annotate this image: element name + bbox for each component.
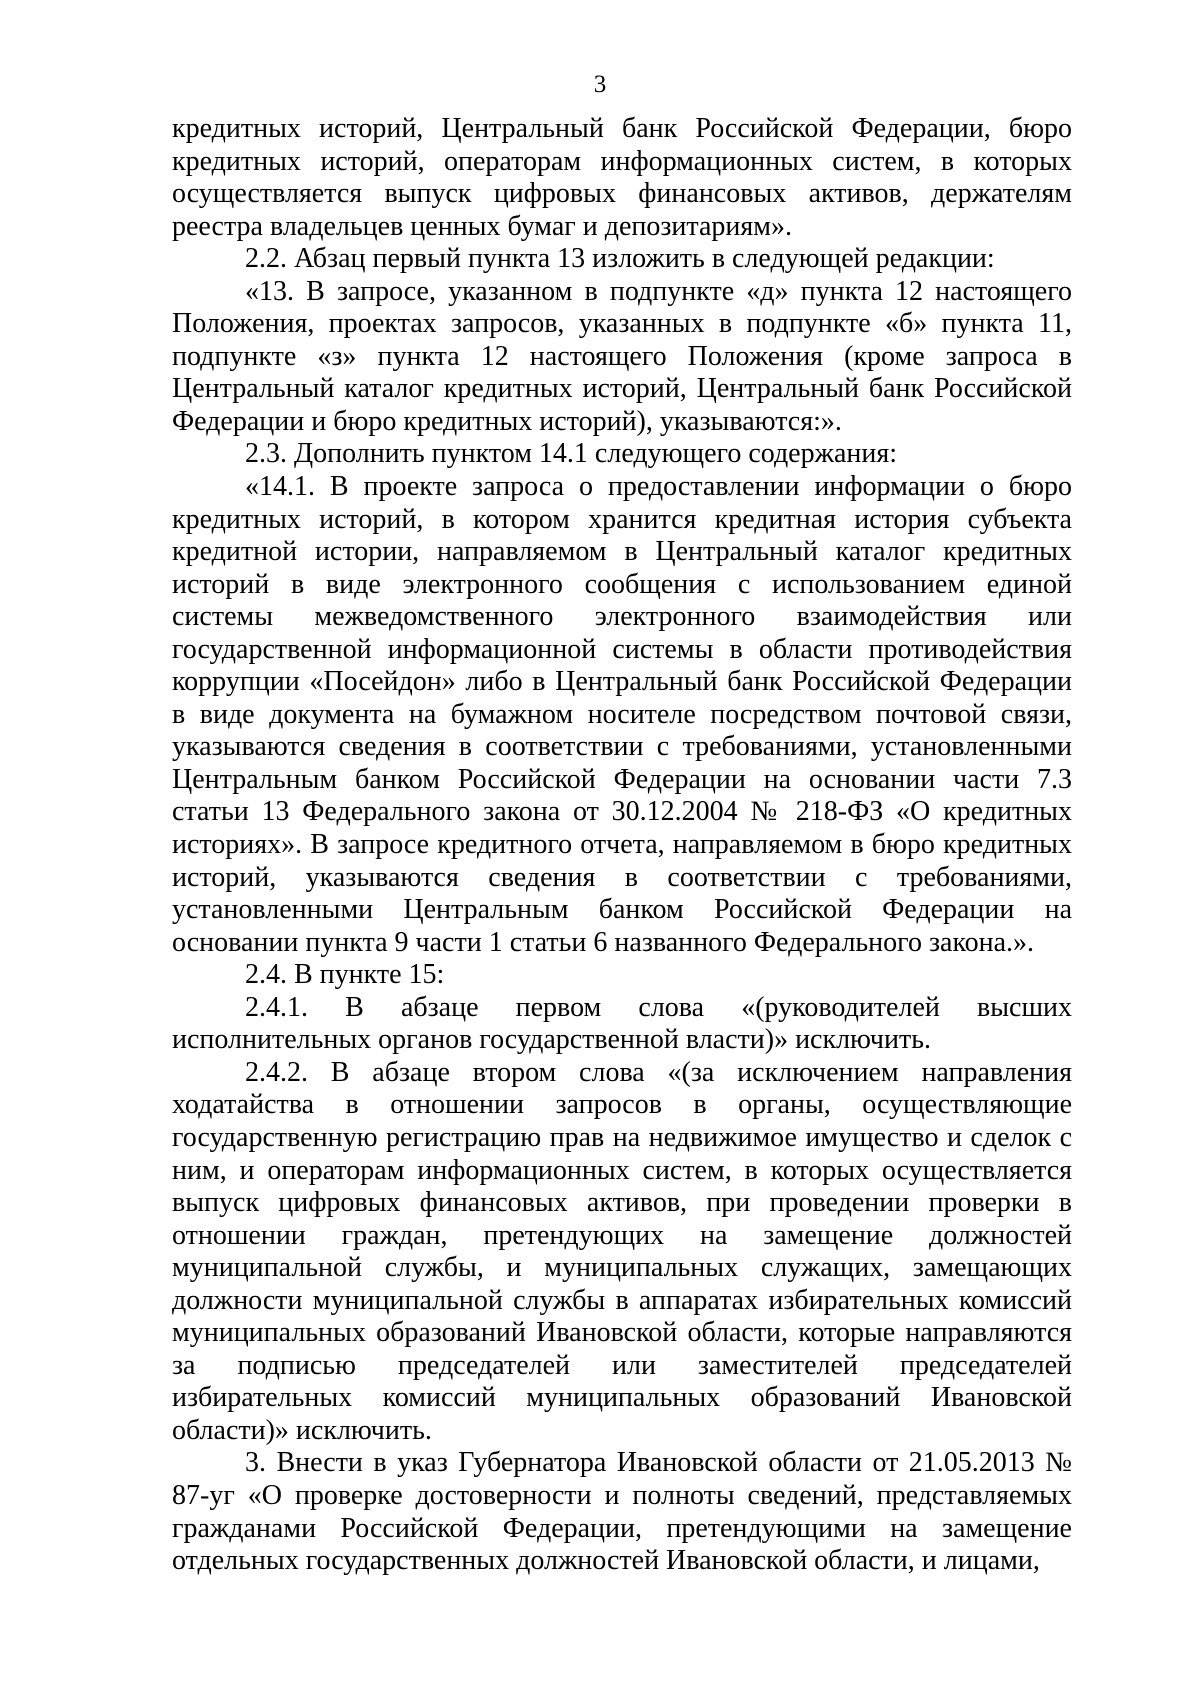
paragraph-2-4-1: 2.4.1. В абзаце первом слова «(руководителей высших исполнительных органов государственной власти)» исключить. (172, 991, 1072, 1056)
document-body (172, 113, 1072, 1578)
paragraph-2-3: 2.3. Дополнить пунктом 14.1 следующего содержания: (245, 438, 898, 470)
page-number: 3 (593, 71, 607, 98)
paragraph-quote-13: «13. В запросе, указанном в подпункте «д» пункта 12 настоящего Положения, проектах запросов, указанных в подпункте «б» пункта 11, подпункте «з» пункта 12 настоящего Положения (кроме запроса в Центральный каталог кредитных историй, Центральный банк Российской Федерации и бюро кредитных историй), указываются:». (172, 275, 1072, 437)
paragraph-2-2: 2.2. Абзац первый пункта 13 изложить в следующей редакции: (245, 243, 995, 275)
paragraph-2-4-2: 2.4.2. В абзаце втором слова «(за исключением направления ходатайства в отношении запросов в органы, осуществляющие государственную регистрацию прав на недвижимое имущество и сделок с ним, и операторам информационных систем, в которых осуществляется выпуск цифровых финансовых активов, при проведении проверки в отношении граждан, претендующих на замещение должностей муниципальной службы, и муниципальных служащих, замещающих должности муниципальной службы в аппаратах избирательных комиссий муниципальных образований Ивановской области, которые направляются за подписью председателей или заместителей председателей избирательных комиссий муниципальных образований Ивановской области)» исключить. (172, 1056, 1072, 1446)
paragraph-2-4: 2.4. В пункте 15: (245, 959, 445, 991)
paragraph-continuation: кредитных историй, Центральный банк Российской Федерации, бюро кредитных историй, операторам информационных систем, в которых осуществляется выпуск цифровых финансовых активов, держателям реестра владельцев ценных бумаг и депозитариям». (172, 113, 1072, 242)
paragraph-3: 3. Внести в указ Губернатора Ивановской области от 21.05.2013 № 87-уг «О проверке достоверности и полноты сведений, представляемых гражданами Российской Федерации, претендующими на замещение отдельных государственных должностей Ивановской области, и лицами, (172, 1447, 1072, 1577)
paragraph-quote-14-1: «14.1. В проекте запроса о предоставлении информации о бюро кредитных историй, в котором хранится кредитная история субъекта кредитной истории, направляемом в Центральный каталог кредитных историй в виде электронного сообщения с использованием единой системы межведомственного электронного взаимодействия или государственной информационной системы в области противодействия коррупции «Посейдон» либо в Центральный банк Российской Федерации в виде документа на бумажном носителе посредством почтовой связи, указываются сведения в соответствии с требованиями, установленными Центральным банком Российской Федерации на основании части 7.3 статьи 13 Федерального закона от 30.12.2004 № 218-ФЗ «О кредитных историях». В запросе кредитного отчета, направляемом в бюро кредитных историй, указываются сведения в соответствии с требованиями, установленными Центральным банком Российской Федерации на основании пункта 9 части 1 статьи 6 названного Федерального закона.». (172, 471, 1072, 958)
